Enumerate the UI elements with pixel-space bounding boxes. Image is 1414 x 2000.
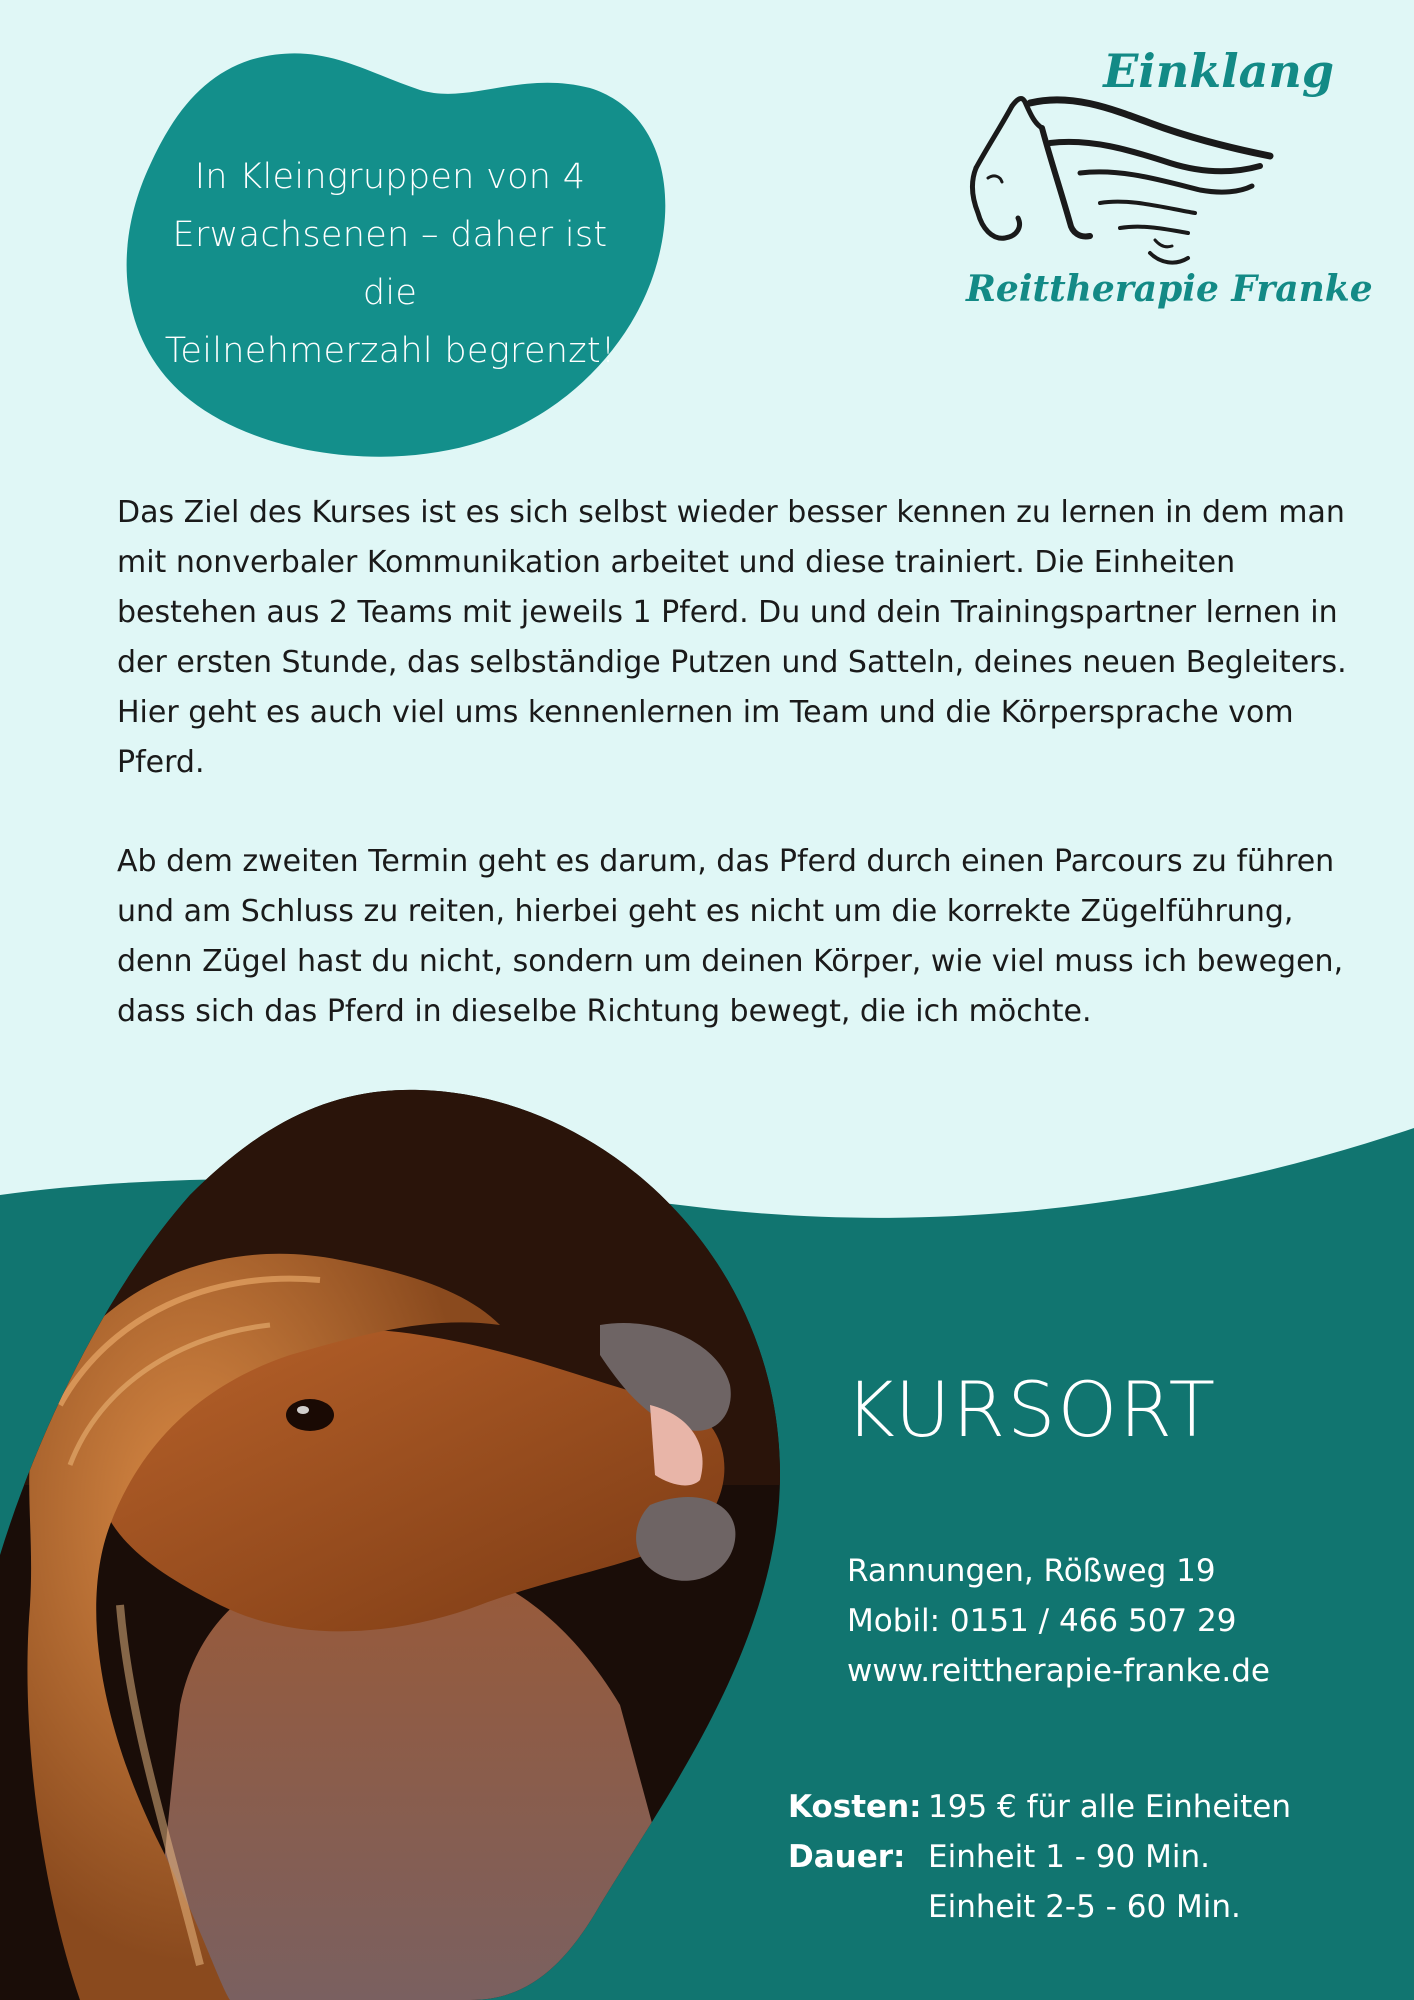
cost-label: Kosten: [788, 1789, 922, 1825]
duration-label: Dauer: [788, 1839, 906, 1875]
course-facts [788, 1782, 1291, 1932]
intro-paragraph: Das Ziel des Kurses ist es sich selbst wieder besser kennen zu lernen in dem man mit nonverbaler Kommunikation arbeitet und diese trainiert. Die Einheiten bestehen aus 2 Teams mit jeweils 1 Pferd. Du und dein Trainingspartner lernen in der ersten Stunde, das selbständige Putzen und Satteln, deines neuen Begleiters. Hier geht es auch viel ums kennenlernen im Team und die Körpersprache vom Pferd. [117, 495, 1347, 780]
group-size-note [140, 148, 640, 380]
group-size-line-3: Teilnehmerzahl begrenzt! [164, 331, 616, 371]
address-text: Rannungen, Rößweg 19 [847, 1553, 1216, 1589]
logo [950, 40, 1373, 330]
mobile-text: Mobil: 0151 / 466 507 29 [847, 1603, 1237, 1639]
cost-value: 195 € für alle Einheiten [928, 1789, 1291, 1825]
kursort-heading: KURSORT [845, 1365, 1217, 1454]
group-size-line-2: Erwachsenen – daher ist die [172, 215, 608, 313]
duration-row-2 [788, 1882, 1291, 1932]
duration-row [788, 1832, 1291, 1882]
duration-line-1: Einheit 1 - 90 Min. [928, 1839, 1210, 1875]
contact-info [847, 1546, 1270, 1696]
website-link[interactable]: www.reittherapie-franke.de [847, 1653, 1270, 1689]
horse-head-icon [960, 68, 1280, 278]
duration-line-2: Einheit 2-5 - 60 Min. [928, 1889, 1241, 1925]
cost-row [788, 1782, 1291, 1832]
course-paragraph: Ab dem zweiten Termin geht es darum, das Pferd durch einen Parcours zu führen und am Schluss zu reiten, hierbei geht es nicht um die korrekte Zügelführung, denn Zügel hast du nicht, sondern um deinen Körper, wie viel muss ich bewegen, dass sich das Pferd in dieselbe Richtung bewegt, die ich möchte. [117, 844, 1344, 1029]
logo-top-text: Einklang [1103, 44, 1334, 98]
logo-bottom-text: Reittherapie Franke [966, 268, 1373, 310]
group-size-line-1: In Kleingruppen von 4 [194, 157, 586, 197]
pony-photo [0, 1085, 790, 2000]
